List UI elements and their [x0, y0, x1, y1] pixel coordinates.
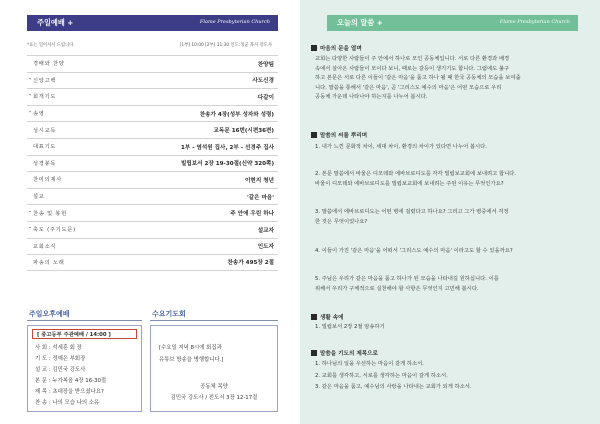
- open-heart-line: 하고 본문은 서로 다른 이들이 '같은 마음'을 품고 하나 될 때 한국 공동체의 모습을 보여줍: [315, 75, 521, 81]
- standing-note: [27, 42, 278, 48]
- square-bullet-icon: [311, 314, 317, 320]
- wednesday-divider: [150, 320, 278, 321]
- open-heart-line: 니다. 말씀을 통해서 '같은 마음', 곧 '그리스도 예수의 마음'은 어떤 모습으로 우리: [315, 84, 502, 91]
- question-item: [315, 143, 588, 153]
- open-heart-line: 공동체 가운데 나타나야 하는지를 나누어 봅시다.: [315, 94, 428, 100]
- prayer-list: [315, 360, 588, 393]
- order-value: 찬송가 4장(성부 성자와 성령): [199, 111, 274, 118]
- order-value: 1부 - 염석원 집사, 2부 - 선경주 집사: [180, 144, 274, 151]
- life-heading-text: 생활 속에: [320, 315, 344, 321]
- order-row: [27, 171, 278, 188]
- order-value: 인도자: [257, 244, 274, 251]
- order-label: 축도 (주기도문): [33, 227, 76, 234]
- order-label: 회개기도: [33, 94, 57, 101]
- open-heart-line: 교회는 다양한 사람들이 주 안에서 하나로 모인 공동체입니다. 서로 다른 환경과 배경: [315, 56, 510, 62]
- order-row: [27, 221, 278, 238]
- order-value: 사도신경: [252, 78, 274, 85]
- square-bullet-icon: [311, 132, 317, 138]
- order-value: 다같이: [257, 94, 274, 101]
- wednesday-line: 유튜브 방송을 병행합니다.]: [159, 357, 224, 363]
- wednesday-box: [150, 325, 278, 412]
- standing-note-text: *표는 일어서서 드립니다.: [27, 43, 75, 48]
- open-heart-line: 속에서 살아온 사람들이 모이다 보니, 때로는 갈등이 생기기도 합니다. 그럼에도 불구: [315, 65, 510, 72]
- square-bullet-icon: [311, 45, 317, 51]
- open-heart-paragraph: [315, 55, 590, 103]
- question-line: 5. 주님은 우리가 같은 마음을 품고 하나가 된 모습을 나타내길 원하십니다. 이를: [315, 276, 499, 282]
- order-label: 경배와 찬양: [33, 61, 65, 68]
- order-label: 파송의 노래: [33, 259, 65, 266]
- order-row: [27, 204, 278, 221]
- prayer-line: 1. 하나님의 일을 우선하는 마음이 갈게 하소서.: [315, 361, 424, 367]
- church-name-right: Flame Presbyterian Church: [499, 19, 570, 25]
- life-heading: [311, 313, 344, 321]
- order-row: [27, 105, 278, 122]
- wednesday-sub-line: 김민국 강도사 / 전도서 3장 12-17절: [170, 395, 258, 401]
- seed-heading-text: 말씀의 씨를 뿌리며: [320, 133, 368, 139]
- prayer-line: 3. 같은 마음을 품고, 예수님의 사랑을 나타내는 교회가 되게 하소서.: [315, 384, 472, 390]
- order-value: 찬송가 495장 2절: [227, 260, 274, 267]
- order-row: [27, 138, 278, 155]
- question-line: 1. 내가 느낀 문화적 차이, 세대 차이, 환경의 차이가 있다면 나누어 봅시다.: [315, 144, 487, 150]
- service-times: [1부] 10:00 [2부] 11:30 인도:정균 목사 강도사: [179, 43, 272, 48]
- question-item: [315, 247, 588, 257]
- standing-mark: *: [28, 227, 32, 233]
- order-value: '같은 마음': [247, 194, 274, 201]
- order-label: 신앙고백: [33, 77, 57, 84]
- evening-service-box: [27, 325, 142, 412]
- order-label: 찬송 및 봉헌: [33, 210, 67, 217]
- evening-line: 본 문 : 누가복음 4장 16-30절: [35, 378, 107, 384]
- wednesday-sub-title: 공동체 목양: [200, 384, 228, 390]
- question-line: 바울이 디모데와 에바브로디도를 빌립보교회에 보내려는 주된 이유는 무엇인가요?: [315, 180, 504, 187]
- open-heart-heading-text: 마음의 문을 열며: [320, 46, 362, 52]
- order-label: 찬미의제사: [33, 177, 63, 184]
- order-label: 교회소식: [33, 243, 57, 250]
- life-line: 1. 빌립보서 2장 2절 암송하기: [315, 324, 385, 330]
- seed-heading: [311, 131, 367, 139]
- order-value: 교독문 16번(시편36편): [213, 128, 274, 135]
- order-row: [27, 238, 278, 255]
- word-banner: [327, 15, 578, 31]
- open-heart-heading: [311, 44, 362, 52]
- life-item: [315, 323, 588, 333]
- square-bullet-icon: [311, 350, 317, 356]
- standing-mark: *: [28, 77, 32, 83]
- prayer-heading: [311, 349, 378, 357]
- order-row: [27, 72, 278, 89]
- order-value: 빌립보서 2장 19-30절(신약 320쪽): [180, 161, 274, 168]
- wednesday-line: [수요일 저녁 8시에 회집과: [159, 345, 222, 351]
- order-label: 성시교독: [33, 127, 57, 134]
- evening-divider: [27, 320, 142, 321]
- evening-line: 사 회 : 석세훈 회 장: [35, 345, 82, 351]
- standing-mark: *: [28, 111, 32, 117]
- evening-line: 찬 송 : 나의 모습 나의 소유: [35, 400, 100, 406]
- standing-mark: *: [28, 94, 32, 100]
- order-row: [27, 88, 278, 105]
- standing-mark: *: [28, 210, 32, 216]
- worship-order: [27, 55, 278, 271]
- order-value: 주 안에 우린 하나: [230, 211, 274, 218]
- order-row: [27, 155, 278, 172]
- evening-line: 제 목 : 초대장을 받으셨나요?: [35, 389, 104, 395]
- prayer-line: 2. 교회를 생각하고, 서로를 생각하는 마음이 갈게 하소서.: [315, 372, 448, 379]
- question-item: [315, 275, 588, 294]
- question-line: 4. 이들이 가진 '같은 마음'을 어떠서 '그리스도 예수의 마음' 이라고도 할 수 있을까요?: [315, 248, 513, 254]
- question-item: [315, 208, 588, 227]
- question-line: 2. 본문 말씀에서 바울은 디모데와 에바브로디도를 각각 빌립보교회에 보내려고 합니다.: [315, 171, 516, 177]
- order-row: [27, 188, 278, 205]
- word-banner-title: 오늘의 말씀 +: [337, 18, 383, 27]
- order-value: 설교자: [257, 227, 274, 234]
- prayer-heading-text: 말씀을 기도의 제목으로: [320, 351, 378, 357]
- order-label: 송영: [33, 111, 45, 118]
- evening-line: 기 도 : 정예은 부회장: [35, 356, 86, 362]
- order-label: 성경봉독: [33, 160, 57, 167]
- question-item: [315, 170, 588, 189]
- church-name: Flame Presbyterian Church: [199, 19, 270, 25]
- order-row: [27, 55, 278, 72]
- question-line: 위해서 우리가 구체적으로 실천해야 할 사항은 무엇인지 고민해 봅시다.: [315, 285, 479, 292]
- order-label: 대표기도: [33, 144, 57, 151]
- question-line: 3. 말씀에서 에바브로디도는 어떤 병에 걸렸다고 하나요? 그리고 그가 병중에서 걱정: [315, 209, 509, 215]
- order-row: [27, 121, 278, 138]
- worship-banner: [27, 15, 278, 31]
- order-value: 이현지 청년: [245, 177, 274, 184]
- evening-line: 설 교 : 김민국 강도사: [35, 367, 86, 373]
- evening-service-title: 주일오후예배: [29, 310, 70, 318]
- order-label: 설교: [33, 194, 45, 201]
- evening-service-header: [ 중고등부 주관예배 / 14:00 ]: [32, 329, 137, 339]
- order-value: 찬양팀: [257, 61, 274, 68]
- order-row: [27, 254, 278, 271]
- question-line: 한 것은 무엇이었나요?: [315, 218, 368, 225]
- wednesday-title: 수요기도회: [152, 310, 186, 318]
- worship-banner-title: 주일예배 +: [37, 18, 74, 27]
